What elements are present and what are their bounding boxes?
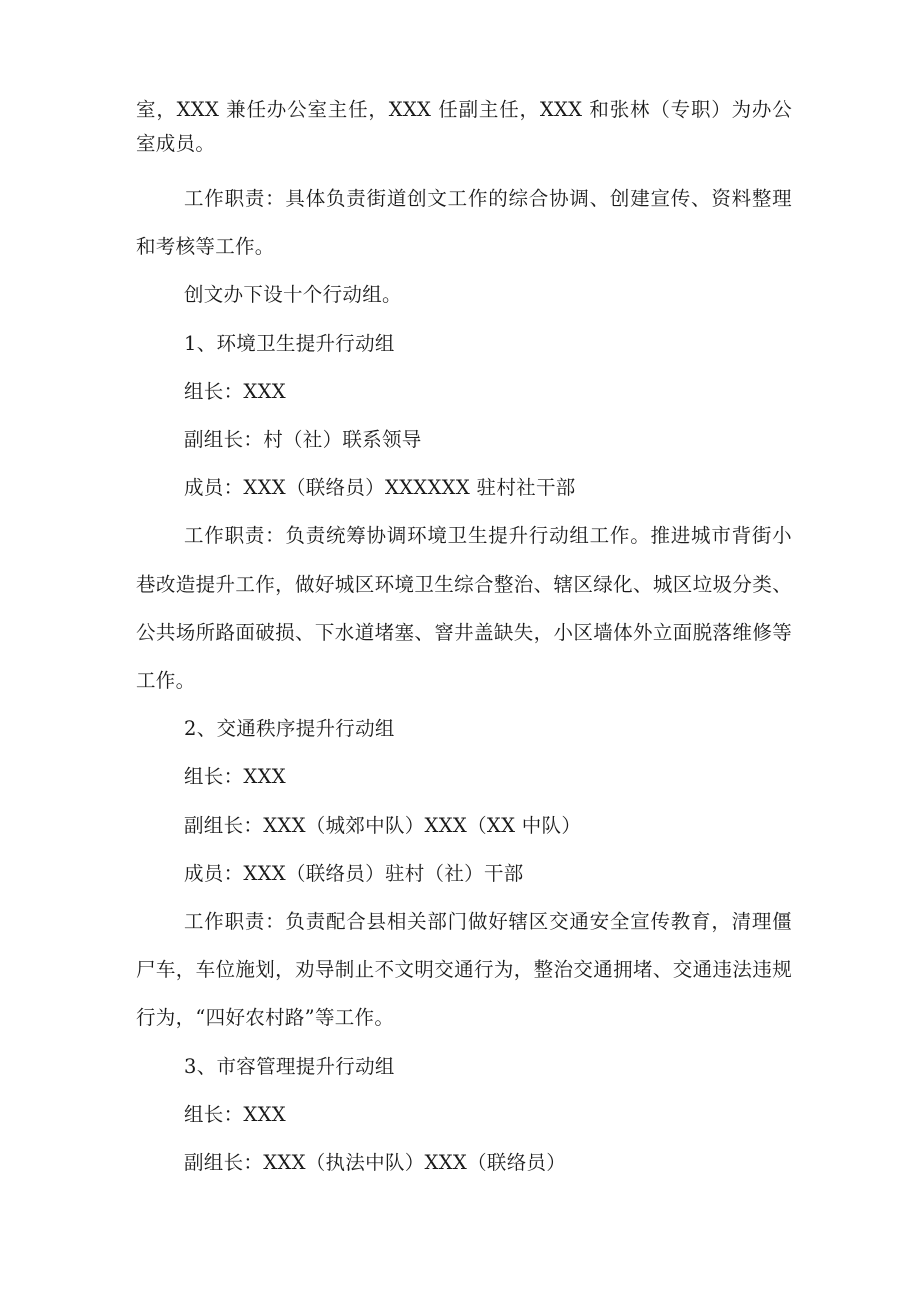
- group-1-deputy-leader: 副组长：村（社）联系领导: [184, 428, 422, 452]
- paragraph-action-groups-intro: 创文办下设十个行动组。: [184, 283, 402, 307]
- group-3-deputy-leader: 副组长：XXX（执法中队）XXX（联络员）: [184, 1151, 567, 1175]
- group-1-leader: 组长：XXX: [184, 379, 286, 403]
- group-3-leader: 组长：XXX: [184, 1102, 286, 1126]
- heading-group-1: 1、环境卫生提升行动组: [184, 331, 395, 355]
- group-2-leader: 组长：XXX: [184, 765, 286, 789]
- group-1-duties: 工作职责：负责统筹协调环境卫生提升行动组工作。推进城市背街小巷改造提升工作，做好城区环境卫生综合整治、辖区绿化、城区垃圾分类、公共场所路面破损、下水道堵塞、窨井盖缺失，小区墙体外立面脱落维修等工作。: [136, 524, 792, 693]
- paragraph-office-members: 室，XXX 兼任办公室主任，XXX 任副主任，XXX 和张林（专职）为办公室成员。: [136, 98, 792, 155]
- heading-group-2: 2、交通秩序提升行动组: [184, 717, 395, 741]
- group-2-duties: 工作职责：负责配合县相关部门做好辖区交通安全宣传教育，清理僵尸车，车位施划，劝导制止不文明交通行为，整治交通拥堵、交通违法违规行为，“四好农村路”等工作。: [136, 910, 792, 1030]
- group-1-members: 成员：XXX（联络员）XXXXXX 驻村社干部: [184, 476, 576, 500]
- paragraph-office-duties: 工作职责：具体负责街道创文工作的综合协调、创建宣传、资料整理和考核等工作。: [136, 187, 792, 259]
- heading-group-3: 3、市容管理提升行动组: [184, 1054, 395, 1078]
- group-2-members: 成员：XXX（联络员）驻村（社）干部: [184, 861, 524, 885]
- group-2-deputy-leader: 副组长：XXX（城郊中队）XXX（XX 中队）: [184, 813, 582, 837]
- document-body: [136, 93, 792, 1187]
